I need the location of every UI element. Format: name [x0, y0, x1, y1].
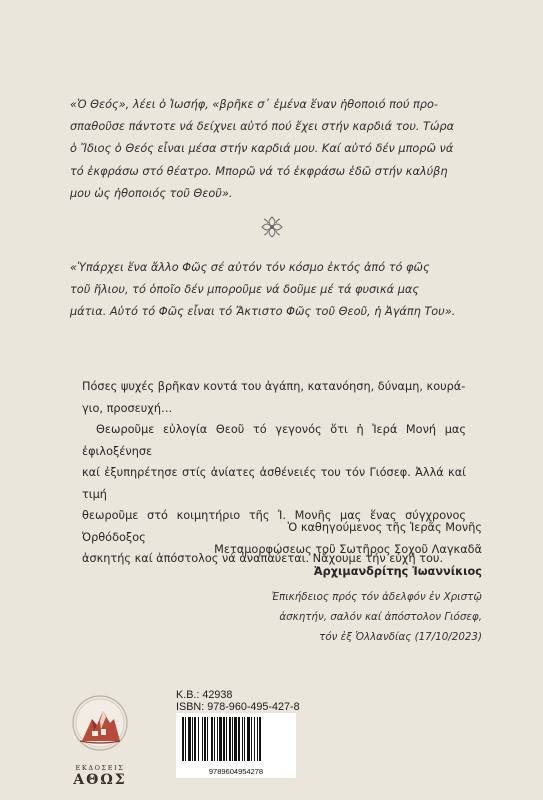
barcode-bar — [202, 717, 203, 761]
signature-block — [152, 517, 482, 647]
barcode-bar — [211, 717, 213, 761]
book-identifiers — [176, 689, 300, 713]
quote-joseph-actor — [70, 94, 476, 205]
kb-code: Κ.Β.: 42938 — [176, 689, 233, 701]
barcode-bar — [182, 717, 184, 761]
quote1-line: ὁ Ἴδιος ὁ Θεός εἶναι μέσα στήν καρδιά μου. Καί αὐτό δέν μπορῶ νά — [70, 142, 454, 156]
barcode-bar — [232, 717, 233, 761]
quote2-line: «Ὑπάρχει ἕνα ἄλλο Φῶς σέ αὐτόν τόν κόσμο ἐκτός ἀπό τό φῶς — [70, 261, 430, 274]
barcode-bar — [242, 717, 243, 761]
barcode-bar — [251, 717, 252, 761]
barcode-bar — [257, 717, 258, 761]
signature-monastery-line: Μεταμορφώσεως τοῦ Σωτῆρος Σοχοῦ Λαγκαδᾶ — [214, 543, 482, 556]
barcode — [176, 713, 296, 778]
barcode-bar — [204, 717, 206, 761]
signature-title-line: Ὁ καθηγούμενος τῆς Ἱερᾶς Μονῆς — [287, 521, 482, 534]
body-line: Πόσες ψυχές βρῆκαν κοντά του ἀγάπη, κατανόηση, δύναμη, κουρά- — [82, 380, 466, 393]
eulogy-note-line: τόν ἐξ Ὁλλανδίας (17/10/2023) — [319, 631, 482, 643]
signature-name: Ἀρχιμανδρίτης Ἰωαννίκιος — [313, 565, 482, 578]
barcode-bar — [259, 717, 261, 761]
body-line: θεωροῦμε στό κοιμητήριο τῆς Ἱ. Μονῆς μας ἕνας σύγχρονος Ὀρθόδοξος — [82, 509, 466, 544]
eulogy-note-line: Ἐπικήδειος πρός τόν ἀδελφόν ἐν Χριστῷ — [271, 591, 482, 603]
body-line: καί ἐξυπηρέτησε στίς ἀνίατες ἀσθένειές του τόν Γιόσεφ. Ἀλλά καί τιμή — [82, 466, 466, 501]
barcode-bar — [188, 717, 191, 761]
barcode-number: 9789604954278 — [208, 767, 264, 776]
barcode-bar — [207, 717, 208, 761]
barcode-bar — [194, 717, 196, 761]
barcode-bar — [244, 717, 245, 761]
eulogy-note-line: ἀσκητήν, σαλόν καί ἀπόστολον Γιόσεφ, — [279, 611, 482, 623]
barcode-bar — [247, 717, 250, 761]
body-line: Θεωροῦμε εὐλογία Θεοῦ τό γεγονός ὅτι ἡ Ἱερά Μονή μας ἐφιλοξένησε — [82, 423, 466, 458]
flourish-ornament-icon — [259, 214, 285, 240]
barcode-bar — [219, 717, 222, 761]
body-line: ἀσκητής καί ἀπόστολος νά ἀναπαύεται. Νἄχουμε τήν εὐχή του. — [82, 552, 444, 565]
quote2-line: μάτια. Αὐτό τό Φῶς εἶναι τό Ἄκτιστο Φῶς τοῦ Θεοῦ, ἡ Ἀγάπη Του». — [70, 305, 456, 319]
barcode-bar — [238, 717, 240, 761]
barcode-bar — [229, 717, 231, 761]
barcode-bar — [226, 717, 227, 761]
quote-uncreated-light — [70, 257, 476, 324]
publisher-label-bottom: ΑΘΩΣ — [73, 772, 127, 788]
quote1-line: σπαθοῦσε πάντοτε νά δείχνει αὐτό πού ἔχει στήν καρδιά του. Τώρα — [70, 120, 455, 134]
quote2-line: τοῦ ἥλιου, τό ὁποῖο δέν μποροῦμε νά δοῦμε μέ τά φυσικά μας — [70, 283, 419, 297]
eulogy-note — [152, 587, 482, 647]
isbn-code: ISBN: 978-960-495-427-8 — [176, 701, 300, 713]
barcode-bar — [192, 717, 193, 761]
quote1-line: τό ἐκφράσω στό θέατρο. Μπορῶ νά τό ἐκφράσω ἐδῶ στήν καλύβη — [70, 164, 448, 178]
quote1-line: μου ὡς ἠθοποιός τοῦ Θεοῦ». — [70, 186, 233, 200]
barcode-bar — [214, 717, 215, 761]
barcode-bar — [234, 717, 237, 761]
quote1-line: «Ὁ Θεός», λέει ὁ Ἰωσήφ, «βρῆκε σ᾽ ἐμένα ἕναν ἠθοποιό πού προ- — [70, 98, 438, 111]
barcode-bar — [223, 717, 225, 761]
barcode-bars — [176, 717, 296, 769]
publisher-label-top: ΕΚΔΟΣΕΙΣ — [75, 764, 125, 772]
body-line: γιο, προσευχή… — [82, 401, 173, 415]
barcode-bar — [198, 717, 199, 761]
barcode-bar — [217, 717, 218, 761]
barcode-bar — [185, 717, 186, 761]
barcode-bar — [254, 717, 255, 761]
